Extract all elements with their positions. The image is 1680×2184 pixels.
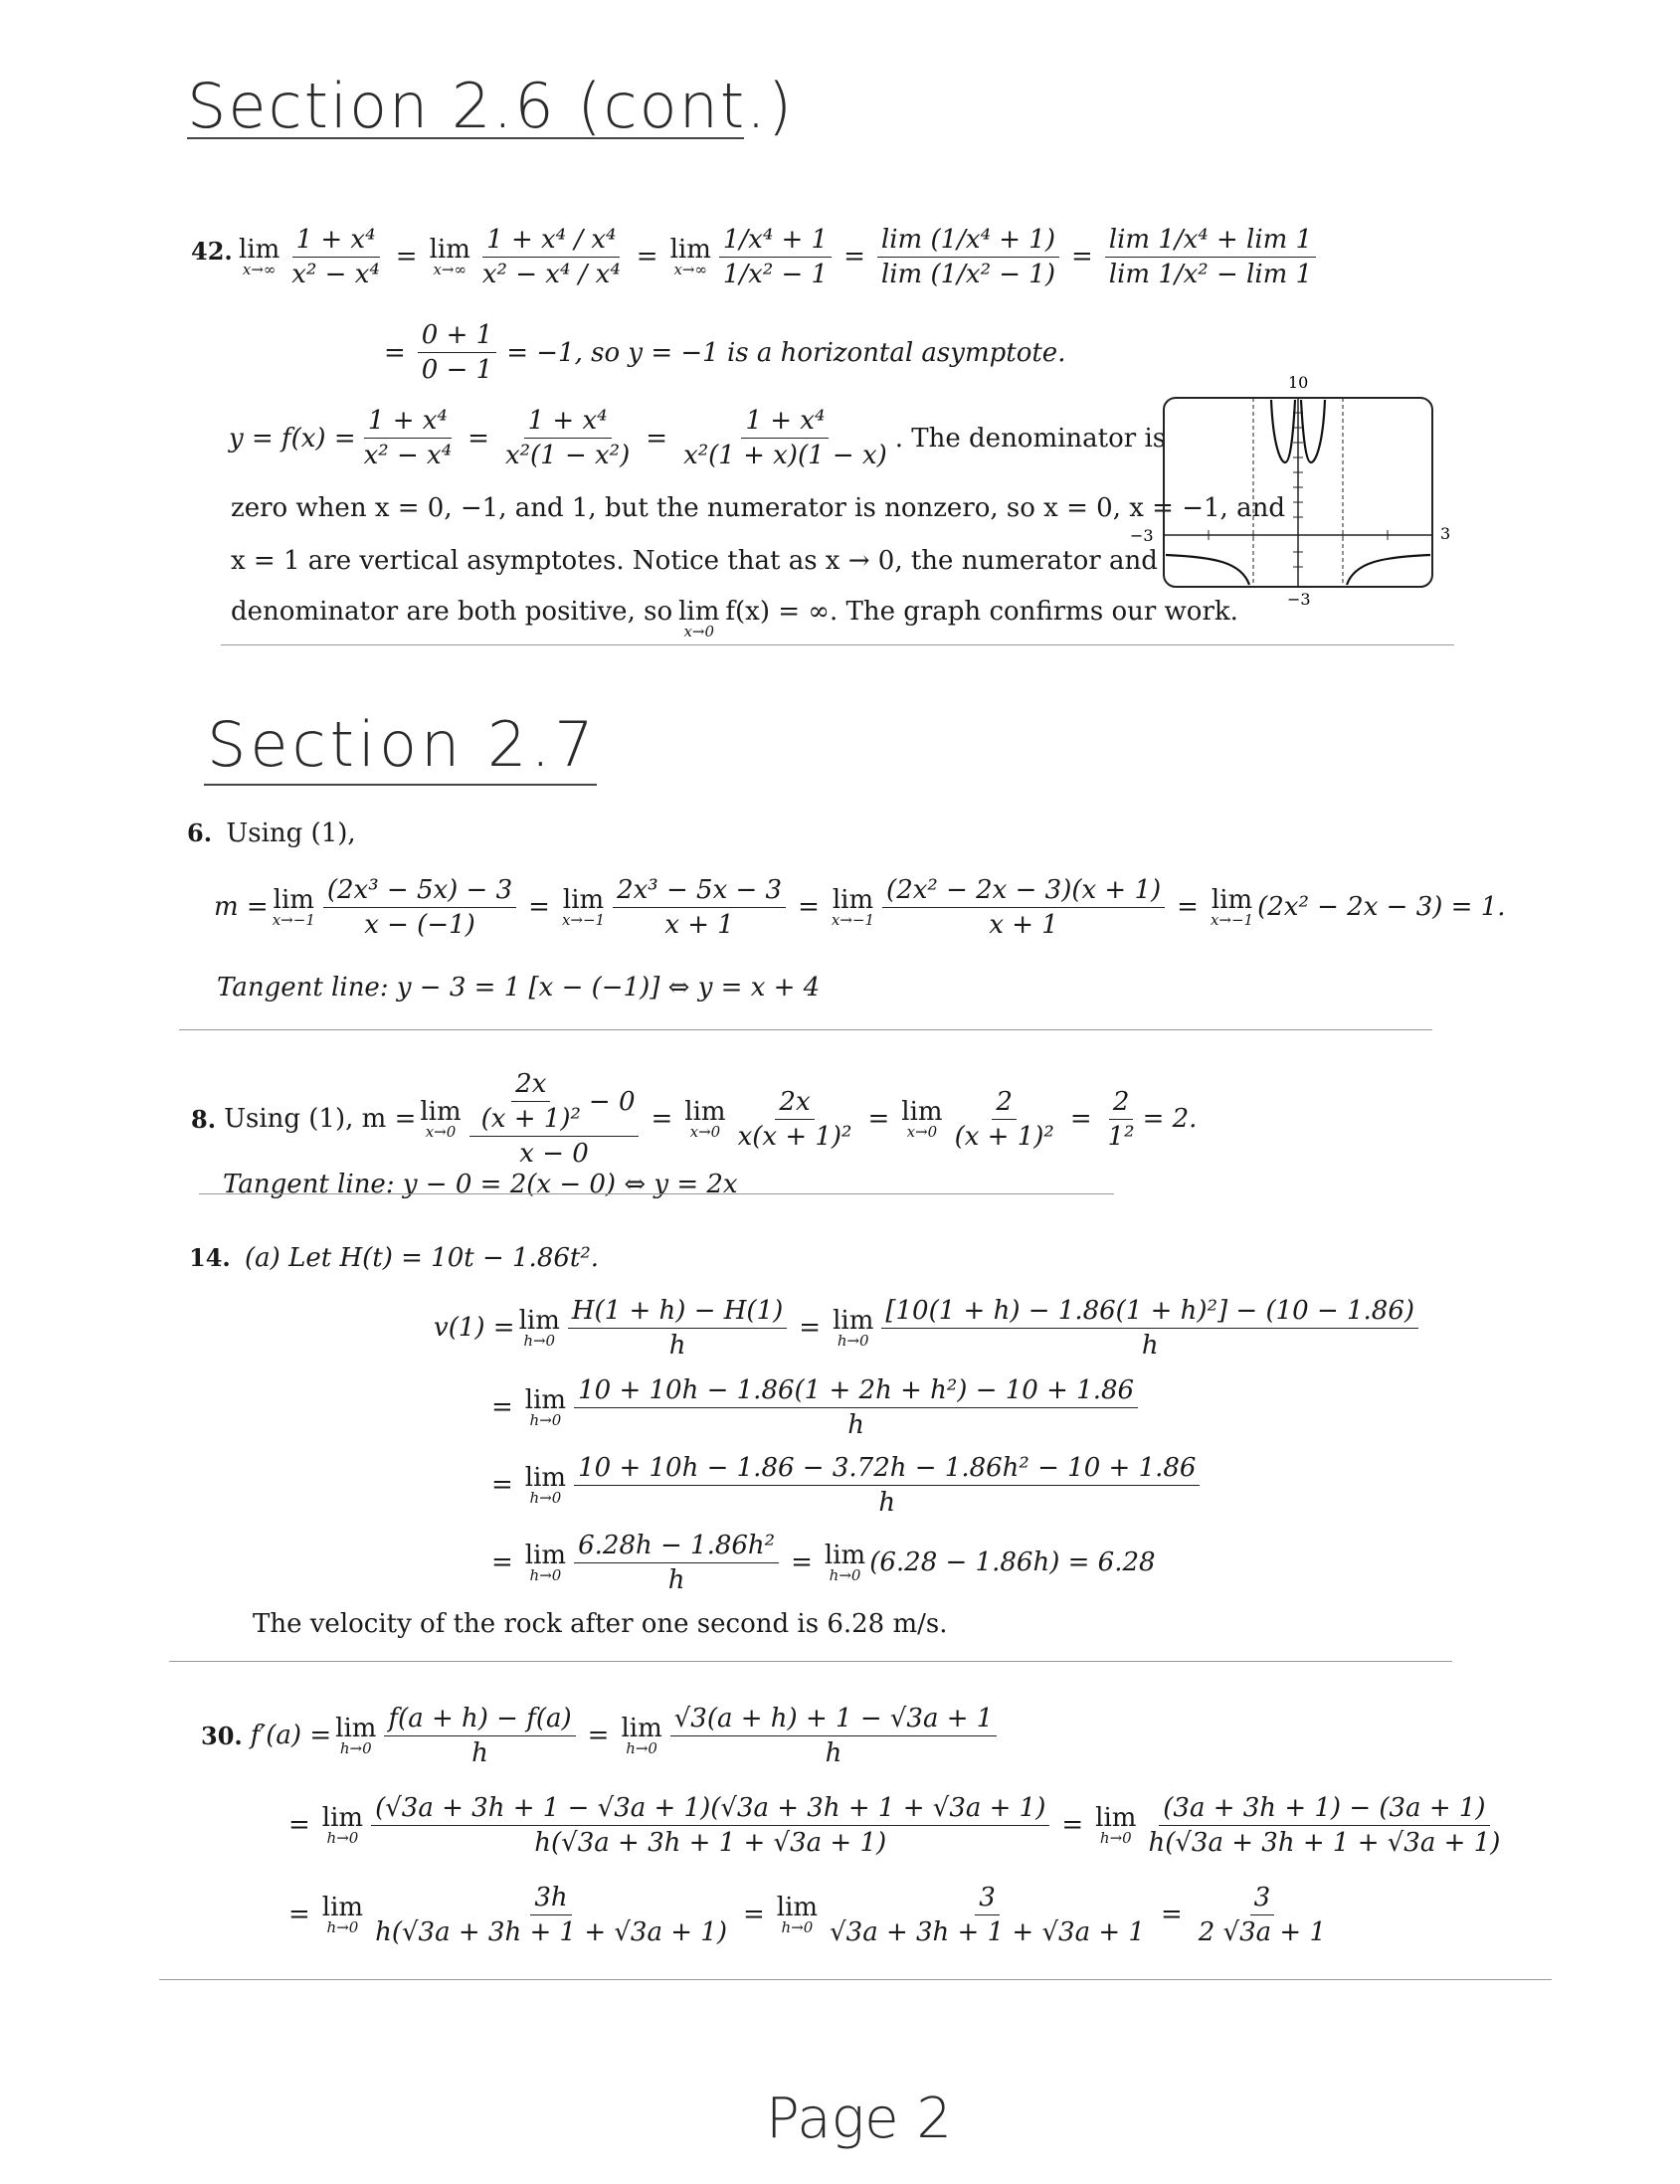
p6-header: 6. Using (1),	[187, 819, 356, 848]
p14-line-4: = lim h→0 $\frac{\text{6.28h − 1.86h²}}{h}$ = lim h→0 (6.28 − 1.86h) = 6.28	[491, 1530, 1156, 1595]
divider-3	[199, 1193, 1114, 1194]
p14-header: 14. (a) Let H(t) = 10t − 1.86t².	[189, 1243, 600, 1273]
section-title-2-7: Section 2.7	[207, 708, 598, 781]
p42-yfx: y = f(x) = $\frac{\text{1 + x⁴}}{\text{x² − x⁴}}$ = $\frac{\text{1 + x⁴}}{\text{x²(1 − x²)}}$ = $\frac{\text{1 + x⁴}}{\text{x²(1 + x)(1 − x)}}$ . The denominator is	[229, 406, 1167, 470]
p14-line-2: = lim h→0 $\frac{\text{10 + 10h − 1.86(1 + 2h + h²) − 10 + 1.86}}{h}$	[483, 1372, 1142, 1442]
p6-expression: m = lim x→−1 $\frac{\text{(2x³ − 5x) − 3}}{x - (-1)}$ = lim x→−1 $\frac{\text{2x³ − 5x − 3}}{x + 1}$ = lim x→−1 $\frac{\text{(2x² − 2x − 3)(x + 1)}}{x + 1}$ = lim x→−1 (2x² − 2x − 3) = 1.	[214, 874, 1506, 940]
curve-outer-right	[1347, 555, 1430, 585]
p42-text-2: x = 1 are vertical asymptotes. Notice that as x → 0, the numerator and	[231, 546, 1158, 576]
p8-tangent: Tangent line: y − 0 = 2(x − 0) ⇔ y = 2x	[223, 1170, 738, 1199]
curve-right-branch	[1301, 400, 1325, 462]
p14-line-1: v(1) = lim h→0 $\frac{H(1 + h) - H(1)}{h}$ = lim h→0 $\frac{\text{[10(1 + h) − 1.86(1 + h)²] − (10 − 1.86)}}{h}$	[434, 1293, 1422, 1363]
divider-5	[159, 1979, 1552, 1980]
curve-outer-left	[1166, 555, 1249, 585]
divider-2	[179, 1029, 1432, 1030]
p42-text-3: denominator are both positive, so lim x→0 f(x) = ∞. The graph confirms our work.	[231, 597, 1238, 640]
title-underline-2	[204, 784, 597, 786]
divider-4	[169, 1661, 1452, 1662]
problem-number-14: 14.	[189, 1243, 231, 1272]
problem-number-42: 42.	[191, 237, 233, 266]
p30-line-2: = lim h→0 $\frac{(√3a + 3h + 1 - √3a + 1)(√3a + 3h + 1 + √3a + 1)}{h(√3a + 3h + 1 + √3a + 1)}$ = lim h→0 $\frac{(3a + 3h + 1) - (3a + 1)}{h(√3a + 3h + 1 + √3a + 1)}$	[288, 1792, 1501, 1858]
title-underline	[187, 137, 744, 139]
divider-1	[221, 644, 1454, 645]
p14-line-3: = lim h→0 $\frac{\text{10 + 10h − 1.86 − 3.72h − 1.86h² − 10 + 1.86}}{h}$	[483, 1450, 1204, 1520]
asymptote-graph	[1124, 368, 1462, 607]
graph-y-max-label: 10	[1288, 373, 1309, 392]
graph-x-max-label: 3	[1440, 524, 1451, 543]
curve-left-branch	[1271, 400, 1295, 462]
page-number: Page 2	[766, 2087, 953, 2151]
problem-number-30: 30.	[201, 1721, 243, 1750]
p6-tangent: Tangent line: y − 3 = 1 [x − (−1)] ⇔ y = x + 4	[217, 973, 821, 1002]
p14-conclusion: The velocity of the rock after one second is 6.28 m/s.	[253, 1609, 948, 1639]
problem-number-6: 6.	[187, 819, 213, 847]
section-title-2-6: Section 2.6 (cont.)	[187, 70, 795, 142]
graph-y-min-label: −3	[1287, 590, 1311, 607]
p8-expression: 8. Using (1), m = lim x→0 $\frac{2x}{\text{(x + 1)²}}$ − 0 x − 0 = lim x→0 $\frac{2x}{\text{x(x + 1)²}}$ = lim x→0 $\frac{2}{\text{(x + 1)²}}$ = $\frac{2}{\text{1²}}$ = 2.	[191, 1069, 1198, 1169]
p30-line-1: 30. f′(a) = lim h→0 $\frac{f(a + h) - f(a)}{h}$ = lim h→0 $\frac{√3(a + h) + 1 - √3a + 1}{h}$	[201, 1696, 1001, 1775]
p30-line-3: = lim h→0 $\frac{3h}{h(√3a + 3h + 1 + √3a + 1)}$ = lim h→0 $\frac{3}{√3a + 3h + 1 + √3a + 1}$ = $\frac{3}{2 √3a + 1}$	[288, 1882, 1327, 1947]
graph-x-min-label: −3	[1130, 526, 1154, 545]
p42-expression: lim x→∞ $\frac{\text{1 + x⁴}}{\text{x² − x⁴}}$ = lim x→∞ $\frac{\text{1 + x⁴ / x⁴}}{\text{x² − x⁴ / x⁴}}$ = lim x→∞ $\frac{\text{1/x⁴ + 1}}{\text{1/x² − 1}}$ = $\frac{\text{lim (1/x⁴ + 1)}}{\text{lim (1/x² − 1)}}$ = $\frac{\text{lim 1/x⁴ + lim 1}}{\text{lim 1/x² − lim 1}}$	[235, 187, 1320, 326]
p42-result: = $\frac{0 + 1}{0 - 1}$ = −1, so y = −1 is a horizontal asymptote.	[384, 320, 1066, 385]
p42-text-1: zero when x = 0, −1, and 1, but the numerator is nonzero, so x = 0, x = −1, and	[231, 493, 1285, 523]
problem-number-8: 8.	[191, 1104, 217, 1134]
